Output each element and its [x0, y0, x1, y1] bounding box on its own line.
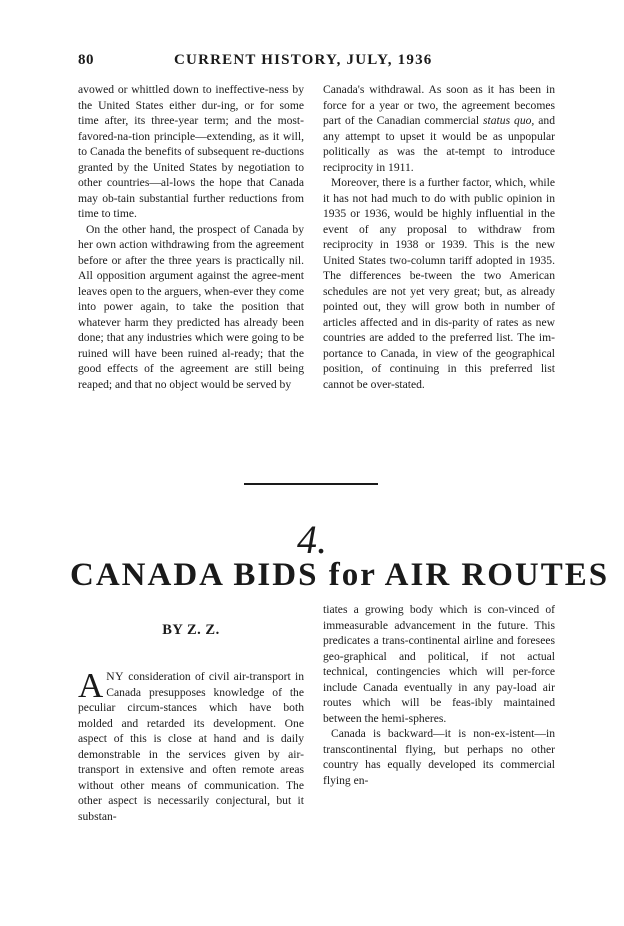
column-top-left: [78, 82, 304, 392]
column-bottom-right: [323, 602, 555, 788]
text-run: and any attempt to upset it would be as unpopular politically as was the at-tempt to introduce reciprocity in 1911.: [323, 114, 556, 174]
column-bottom-left: [78, 666, 304, 824]
text-run: consideration of civil air-transport in Canada presupposes knowledge of the peculiar circum-stances which have both molded and retarded its development. One aspect of this is close at hand and is daily demonstrable in the services given by air-transport in extensive and often remote areas without other means of communication. The other aspect is necessarily conjectural, but it substan-: [78, 670, 304, 823]
drop-cap: A: [78, 666, 104, 705]
page-header: [78, 52, 553, 74]
lead-small-caps: NY: [106, 670, 125, 683]
paragraph: On the other hand, the prospect of Canada by her own action withdrawing from the agreement before or after the three years is practically nil. All opposition argument against the agree-ment leaves open to the arguers, when-ever they come into power again, to take the position that whatever harm they predicted has already been done; that any industries which were going to be ruined will have been ruined al-ready; that the good effects of the agreement are still being reaped; and that no object would be served by: [78, 222, 304, 391]
paragraph: Moreover, there is a further factor, which, while it has not had much to do with public opinion in 1935 or 1936, would be highly influential in the event of any proposal to withdraw from reciprocity in 1938 or 1939. This is the new United States two-column tariff adopted in 1935. The differences be-tween the two American schedules are not yet very great; but, as already pointed out, they will grow both in number of articles affected and in dis-parity of rates as new countries are added to the preferred list. The im-portance to Canada, in view of the geographical position, of continuing in this preferred list cannot be over-stated.: [323, 176, 555, 391]
paragraph: [323, 82, 555, 175]
page-number: 80: [78, 52, 94, 68]
italic-term: status quo,: [483, 114, 535, 127]
paragraph: [78, 666, 304, 824]
paragraph: tiates a growing body which is con-vinced of immeasurable advancement in the future. This predicates a trans-continental airline and foresees geo-graphical and political, if not actual technical, contingencies which will per-force include Canada eventually in any pay-load air routes which will be feas-ibly maintained between the hemi-spheres.: [323, 603, 555, 725]
paragraph: Canada is backward—it is non-ex-istent—in transcontinental flying, but perhaps no other country has equally developed its commercial flying en-: [323, 727, 555, 787]
paragraph: avowed or whittled down to ineffective-ness by the United States either dur-ing, or for some time after, its three-year term; and the most-favored-na-tion principle—extending, as it will, to Canada the benefits of subsequent re-ductions granted by the United States by negotiation to other countries—al-lows the hope that Canada may ob-tain substantial further reductions from time to time.: [78, 83, 304, 220]
byline: BY Z. Z.: [162, 622, 220, 638]
article-title: CANADA BIDS for AIR ROUTES: [70, 557, 610, 593]
column-top-right: [323, 82, 555, 392]
running-head: CURRENT HISTORY, JULY, 1936: [174, 52, 433, 68]
text-run: Canada's withdrawal. As soon as it has been in force for a year or two, the agreement becomes part of the Canadian commercial: [323, 83, 555, 127]
section-number: 4.: [297, 517, 327, 562]
section-divider: [244, 483, 378, 485]
